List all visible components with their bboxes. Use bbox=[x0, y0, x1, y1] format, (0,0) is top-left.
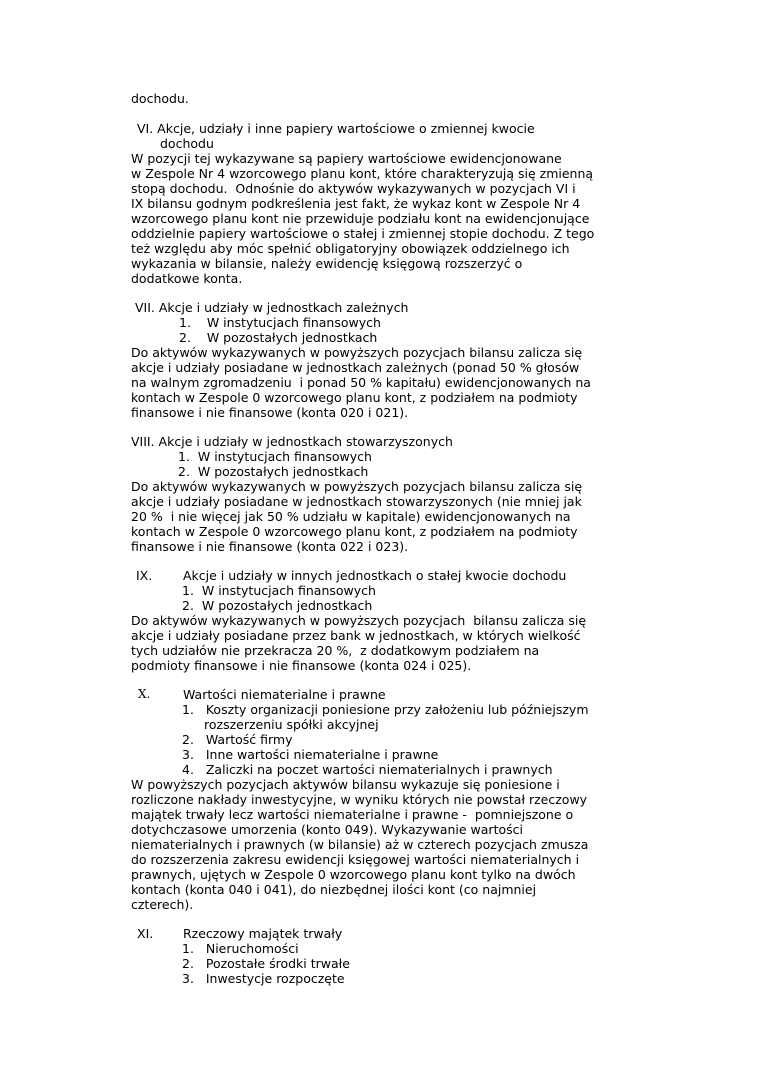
paragraph-line: też względu aby móc spełnić obligatoryjny obowiązek oddzielnego ich bbox=[131, 241, 570, 256]
paragraph-line: prawnych, ujętych w Zespole 0 wzorcowego planu kont tylko na dwóch bbox=[131, 867, 576, 882]
paragraph-line: Do aktywów wykazywanych w powyższych pozycjach bilansu zalicza się bbox=[131, 613, 587, 628]
list-item: 2. W pozostałych jednostkach bbox=[178, 464, 369, 479]
list-item: 3. Inwestycje rozpoczęte bbox=[182, 971, 345, 986]
section-number: XI. bbox=[137, 926, 154, 941]
paragraph-line: akcje i udziały posiadane przez bank w jednostkach, w których wielkość bbox=[131, 628, 581, 643]
list-item: 2. W pozostałych jednostkach bbox=[179, 330, 378, 345]
paragraph-line: majątek trwały lecz wartości niematerialne i prawne - pomniejszone o bbox=[131, 807, 574, 822]
section-number: X. bbox=[138, 687, 151, 701]
paragraph-line: wzorcowego planu kont nie przewiduje podziału kont na ewidencjonujące bbox=[131, 211, 590, 226]
paragraph-line: W pozycji tej wykazywane są papiery wartościowe ewidencjonowane bbox=[131, 151, 562, 166]
paragraph-line: wykazania w bilansie, należy ewidencję księgową rozszerzyć o bbox=[131, 256, 523, 271]
section-heading: Akcje i udziały w innych jednostkach o stałej kwocie dochodu bbox=[183, 568, 567, 583]
paragraph-line: kontach w Zespole 0 wzorcowego planu kont, z podziałem na podmioty bbox=[131, 390, 578, 405]
paragraph-line: akcje i udziały posiadane w jednostkach stowarzyszonych (nie mniej jak bbox=[131, 494, 582, 509]
list-item: 1. W instytucjach finansowych bbox=[178, 449, 372, 464]
paragraph-line: IX bilansu godnym podkreślenia jest fakt, że wykaz kont w Zespole Nr 4 bbox=[131, 196, 581, 211]
list-item: 2. Pozostałe środki trwałe bbox=[182, 956, 350, 971]
paragraph-line: finansowe i nie finansowe (konta 020 i 021). bbox=[131, 405, 409, 420]
list-item: rozszerzeniu spółki akcyjnej bbox=[204, 717, 379, 732]
list-item: 1. W instytucjach finansowych bbox=[179, 315, 381, 330]
section-heading: Rzeczowy majątek trwały bbox=[183, 926, 343, 941]
paragraph-line: kontach w Zespole 0 wzorcowego planu kont, z podziałem na podmioty bbox=[131, 524, 578, 539]
paragraph-line: czterech). bbox=[131, 897, 194, 912]
paragraph-line: dochodu. bbox=[131, 91, 189, 106]
paragraph-line: akcje i udziały posiadane w jednostkach zależnych (ponad 50 % głosów bbox=[131, 360, 580, 375]
paragraph-line: finansowe i nie finansowe (konta 022 i 023). bbox=[131, 539, 409, 554]
paragraph-line: W powyższych pozycjach aktywów bilansu wykazuje się poniesione i bbox=[131, 777, 560, 792]
list-item: 3. Inne wartości niematerialne i prawne bbox=[182, 747, 439, 762]
list-item: 1. Nieruchomości bbox=[182, 941, 299, 956]
paragraph-line: do rozszerzenia zakresu ewidencji księgowej wartości niematerialnych i bbox=[131, 852, 580, 867]
paragraph-line: tych udziałów nie przekracza 20 %, z dodatkowym podziałem na bbox=[131, 643, 540, 658]
section-heading: dochodu bbox=[160, 136, 214, 151]
list-item: 4. Zaliczki na poczet wartości niematerialnych i prawnych bbox=[182, 762, 553, 777]
paragraph-line: oddzielnie papiery wartościowe o stałej i zmiennej stopie dochodu. Z tego bbox=[131, 226, 595, 241]
list-item: 1. Koszty organizacji poniesione przy założeniu lub późniejszym bbox=[182, 702, 589, 717]
list-item: 1. W instytucjach finansowych bbox=[182, 583, 376, 598]
paragraph-line: w Zespole Nr 4 wzorcowego planu kont, które charakteryzują się zmienną bbox=[131, 166, 594, 181]
list-item: 2. W pozostałych jednostkach bbox=[182, 598, 373, 613]
section-heading: Wartości niematerialne i prawne bbox=[183, 687, 386, 702]
paragraph-line: podmioty finansowe i nie finansowe (konta 024 i 025). bbox=[131, 658, 472, 673]
paragraph-line: Do aktywów wykazywanych w powyższych pozycjach bilansu zalicza się bbox=[131, 479, 583, 494]
paragraph-line: dodatkowe konta. bbox=[131, 271, 243, 286]
section-heading: VI. Akcje, udziały i inne papiery wartościowe o zmiennej kwocie bbox=[137, 121, 535, 136]
paragraph-line: 20 % i nie więcej jak 50 % udziału w kapitale) ewidencjonowanych na bbox=[131, 509, 571, 524]
paragraph-line: dotychczasowe umorzenia (konto 049). Wykazywanie wartości bbox=[131, 822, 523, 837]
paragraph-line: niematerialnych i prawnych (w bilansie) aż w czterech pozycjach zmusza bbox=[131, 837, 589, 852]
paragraph-line: stopą dochodu. Odnośnie do aktywów wykazywanych w pozycjach VI i bbox=[131, 181, 576, 196]
paragraph-line: kontach (konta 040 i 041), do niezbędnej ilości kont (co najmniej bbox=[131, 882, 537, 897]
section-heading: VIII. Akcje i udziały w jednostkach stowarzyszonych bbox=[131, 434, 453, 449]
paragraph-line: Do aktywów wykazywanych w powyższych pozycjach bilansu zalicza się bbox=[131, 345, 583, 360]
list-item: 2. Wartość firmy bbox=[182, 732, 293, 747]
section-number: IX. bbox=[136, 568, 153, 583]
section-heading: VII. Akcje i udziały w jednostkach zależnych bbox=[135, 300, 409, 315]
paragraph-line: rozliczone nakłady inwestycyjne, w wyniku których nie powstał rzeczowy bbox=[131, 792, 588, 807]
paragraph-line: na walnym zgromadzeniu i ponad 50 % kapitału) ewidencjonowanych na bbox=[131, 375, 591, 390]
